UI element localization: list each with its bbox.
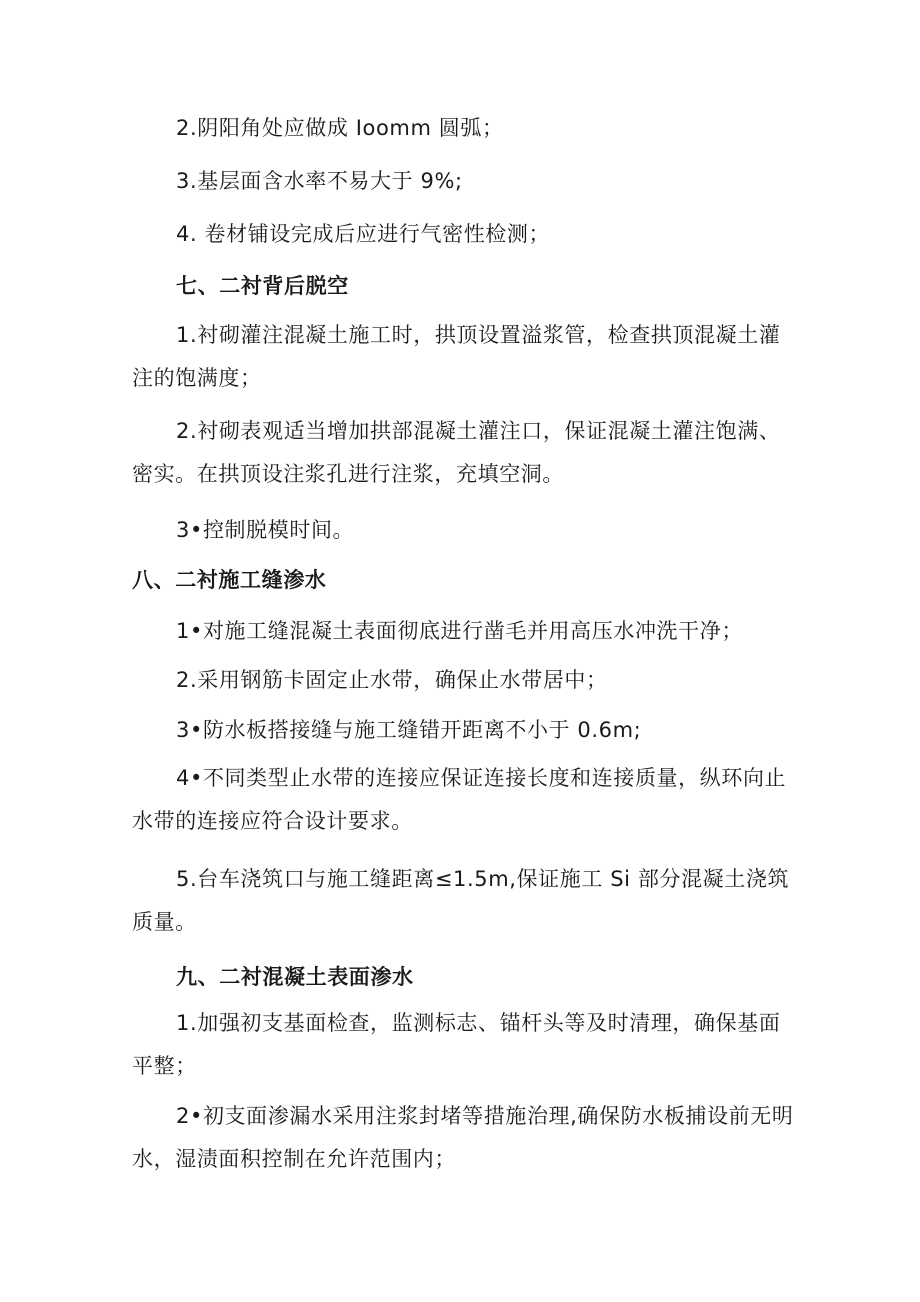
section-heading-8: 八、二衬施工缝渗水 [132,568,327,592]
section8-paragraph-4: 4•不同类型止水带的连接应保证连接长度和连接质量，纵环向止水带的连接应符合设计要求。 [132,766,787,833]
section9-paragraph-2: 2•初支面渗漏水采用注浆封堵等措施治理,确保防水板捕设前无明水，湿渍面积控制在允许范围内； [132,1104,794,1171]
section9-paragraph-1: 1.加强初支基面检查，监测标志、锚杆头等及时清理，确保基面平整； [132,1011,781,1078]
paragraph-airtightness-test: 4. 卷材铺设完成后应进行气密性检测； [176,222,551,246]
section8-paragraph-3: 3•防水板搭接缝与施工缝错开距离不小于 0.6m; [176,718,642,742]
section-heading-9: 九、二衬混凝土表面渗水 [176,965,414,989]
paragraph-yin-yang-corner: 2.阴阳角处应做成 Ioomm 圆弧； [176,116,504,140]
section7-paragraph-1: 1.衬砌灌注混凝土施工时，拱顶设置溢浆管，检查拱顶混凝土灌注的饱满度； [132,323,781,390]
section7-paragraph-2: 2.衬砌表观适当增加拱部混凝土灌注口，保证混凝土灌注饱满、密实。在拱顶设注浆孔进行注浆，充填空洞。 [132,419,781,486]
section7-paragraph-3: 3•控制脱模时间。 [176,518,355,542]
section8-paragraph-1: 1•对施工缝混凝土表面彻底进行凿毛并用高压水冲洗干净； [176,619,743,643]
paragraph-moisture-content: 3.基层面含水率不易大于 9%; [176,169,463,193]
section8-paragraph-5: 5.台车浇筑口与施工缝距离≤1.5m,保证施工 Si 部分混凝土浇筑质量。 [132,867,790,934]
section-heading-7: 七、二衬背后脱空 [176,274,349,298]
section8-paragraph-2: 2.采用钢筋卡固定止水带，确保止水带居中； [176,668,608,692]
